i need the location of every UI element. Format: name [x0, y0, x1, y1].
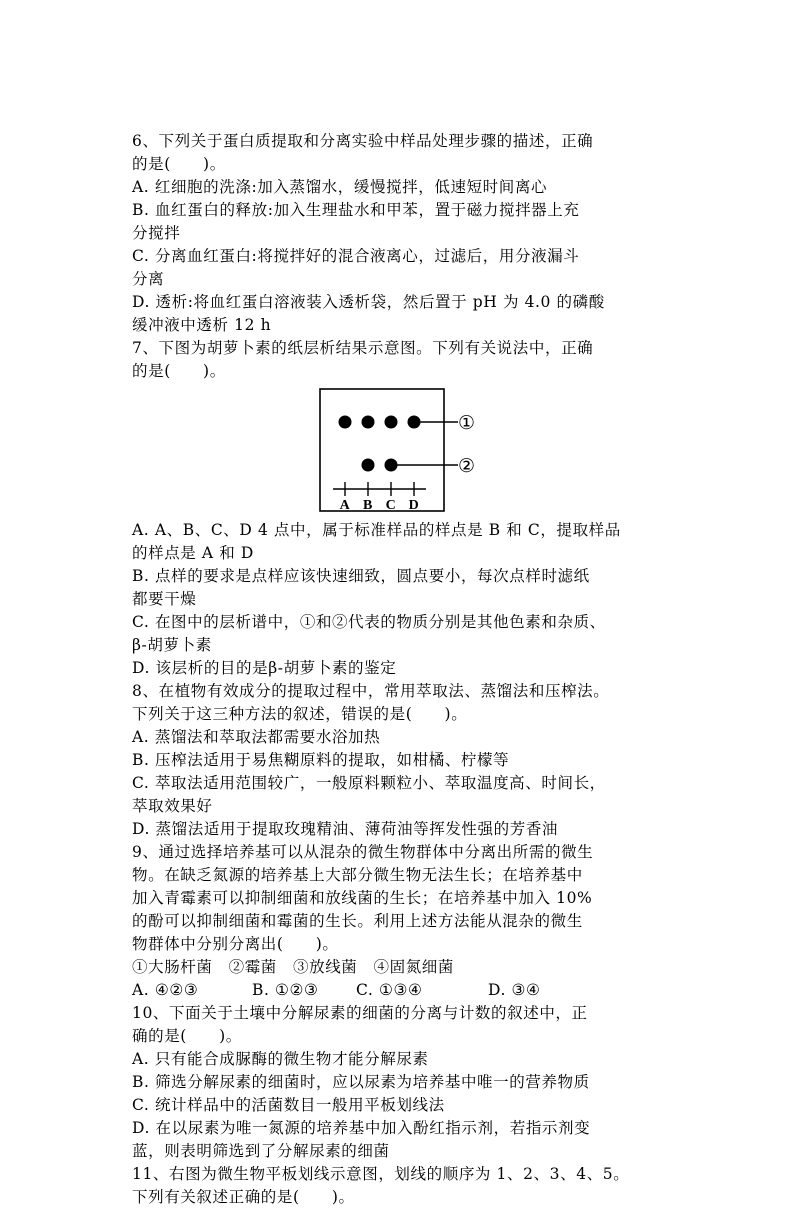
- q10-option-d-line-1: D. 在以尿素为唯一氮源的培养基中加入酚红指示剂，若指示剂变: [132, 1119, 591, 1137]
- chromatography-diagram: [132, 383, 672, 519]
- q6-option-a: A. 红细胞的洗涤:加入蒸馏水，缓慢搅拌，低速短时间离心: [132, 178, 548, 196]
- q11-stem-line-1: 11、右图为微生物平板划线示意图，划线的顺序为 1、2、3、4、5。: [132, 1165, 630, 1183]
- q7-stem-line-2: 的是( )。: [132, 362, 226, 380]
- q9-stem-line-3: 加入青霉素可以抑制细菌和放线菌的生长；在培养基中加入 10%: [132, 889, 593, 907]
- q10-option-d-line-2: 蓝，则表明筛选到了分解尿素的细菌: [132, 1142, 390, 1160]
- point-label-d: D: [408, 498, 420, 513]
- spot-row2-b: [362, 459, 375, 472]
- chromatography-figure: [132, 383, 672, 519]
- q7-option-b-line-2: 都要干燥: [132, 590, 197, 608]
- q9-stem-line-5: 物群体中分别分离出( )。: [132, 935, 339, 953]
- q9-stem-line-2: 物。在缺乏氮源的培养基上大部分微生物无法生长；在培养基中: [132, 866, 583, 884]
- q6-option-b-line-1: B. 血红蛋白的释放:加入生理盐水和甲苯，置于磁力搅拌器上充: [132, 201, 580, 219]
- point-label-b: B: [363, 498, 373, 513]
- q10-stem-line-1: 10、下面关于土壤中分解尿素的细菌的分离与计数的叙述中，正: [132, 1004, 588, 1022]
- q8-option-c-line-2: 萃取效果好: [132, 797, 213, 815]
- q8-option-b: B. 压榨法适用于易焦糊原料的提取，如柑橘、柠檬等: [132, 751, 510, 769]
- point-label-a: A: [339, 498, 351, 513]
- point-label-c: C: [385, 498, 397, 513]
- q7-stem-line-1: 7、下图为胡萝卜素的纸层析结果示意图。下列有关说法中，正确: [132, 339, 594, 357]
- spot-row1-a: [339, 416, 352, 429]
- q10-option-c: C. 统计样品中的活菌数目一般用平板划线法: [132, 1096, 445, 1114]
- q6-option-c-line-1: C. 分离血红蛋白:将搅拌好的混合液离心，过滤后，用分液漏斗: [132, 247, 580, 265]
- q10-option-a: A. 只有能合成脲酶的微生物才能分解尿素: [132, 1050, 429, 1068]
- q7-option-a-line-1: A. A、B、C、D 4 点中，属于标准样品的样点是 B 和 C，提取样品: [132, 521, 621, 539]
- q9-option-d: D. ③④: [488, 981, 541, 999]
- q6-option-d-line-2: 缓冲液中透析 12 h: [132, 316, 272, 334]
- label-1: ①: [458, 412, 476, 434]
- q8-option-d: D. 蒸馏法适用于提取玫瑰精油、薄荷油等挥发性强的芳香油: [132, 820, 559, 838]
- q9-stem-line-1: 9、通过选择培养基可以从混杂的微生物群体中分离出所需的微生: [132, 843, 594, 861]
- q10-stem-line-2: 确的是( )。: [132, 1027, 242, 1045]
- spot-row1-b: [362, 416, 375, 429]
- q7-option-c-line-2: β-胡萝卜素: [132, 636, 212, 654]
- question-10: [132, 1002, 672, 1163]
- question-8: [132, 680, 672, 841]
- q7-option-b-line-1: B. 点样的要求是点样应该快速细致，圆点要小，每次点样时滤纸: [132, 567, 590, 585]
- q9-stem-line-4: 的酚可以抑制细菌和霉菌的生长。利用上述方法能从混杂的微生: [132, 912, 583, 930]
- q6-option-b-line-2: 分搅拌: [132, 224, 181, 242]
- spot-row1-c: [385, 416, 398, 429]
- q7-option-c-line-1: C. 在图中的层析谱中，①和②代表的物质分别是其他色素和杂质、: [132, 613, 606, 631]
- q8-option-c-line-1: C. 萃取法适用范围较广，一般原料颗粒小、萃取温度高、时间长，: [132, 774, 606, 792]
- question-11: [132, 1163, 672, 1209]
- q8-option-a: A. 蒸馏法和萃取法都需要水浴加热: [132, 728, 381, 746]
- q6-option-d-line-1: D. 透析:将血红蛋白溶液装入透析袋，然后置于 pH 为 4.0 的磷酸: [132, 293, 605, 311]
- q8-stem-line-1: 8、在植物有效成分的提取过程中，常用萃取法、蒸馏法和压榨法。: [132, 682, 610, 700]
- question-6: [132, 130, 672, 337]
- q6-stem-line-2: 的是( )。: [132, 155, 226, 173]
- q7-option-d: D. 该层析的目的是β-胡萝卜素的鉴定: [132, 659, 397, 677]
- q6-stem-line-1: 6、下列关于蛋白质提取和分离实验中样品处理步骤的描述，正确: [132, 132, 594, 150]
- label-2: ②: [458, 455, 476, 477]
- q9-option-a: A. ④②③: [132, 981, 199, 999]
- q9-option-c: C. ①③④: [356, 981, 423, 999]
- paper-frame: [320, 389, 444, 511]
- q9-option-b: B. ①②③: [252, 981, 319, 999]
- q10-option-b: B. 筛选分解尿素的细菌时，应以尿素为培养基中唯一的营养物质: [132, 1073, 590, 1091]
- q9-options: [132, 979, 672, 1002]
- question-9: [132, 841, 672, 1002]
- q6-option-c-line-2: 分离: [132, 270, 165, 288]
- q11-stem-line-2: 下列有关叙述正确的是( )。: [132, 1188, 355, 1206]
- question-7: [132, 337, 672, 680]
- exam-page: [132, 130, 672, 1209]
- q9-items: ①大肠杆菌 ②霉菌 ③放线菌 ④固氮细菌: [132, 958, 455, 976]
- q8-stem-line-2: 下列关于这三种方法的叙述，错误的是( )。: [132, 705, 468, 723]
- q7-option-a-line-2: 的样点是 A 和 D: [132, 544, 254, 562]
